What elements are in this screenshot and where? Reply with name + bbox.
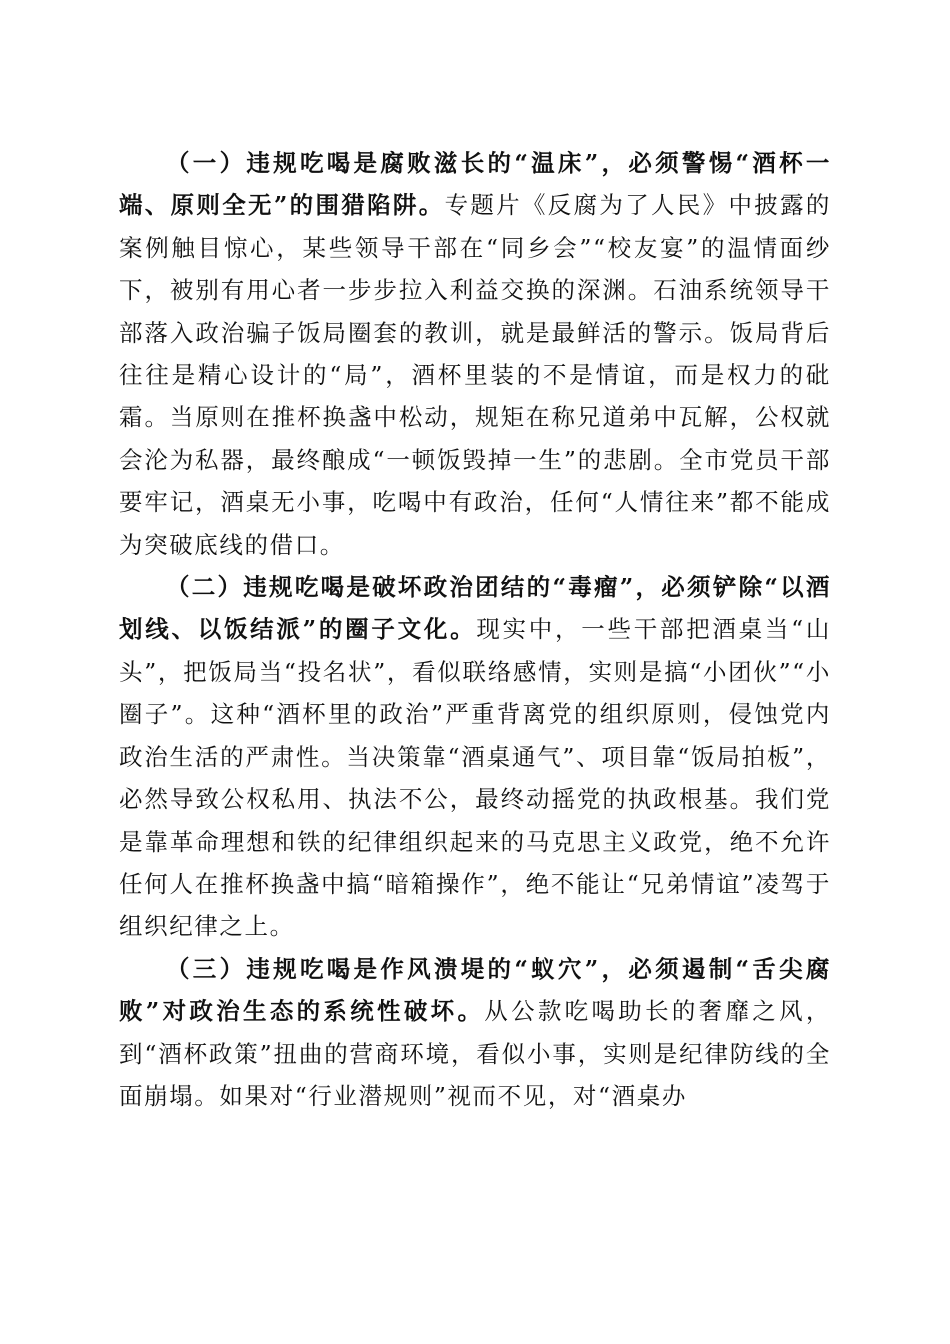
- paragraph-2: [119, 566, 831, 948]
- paragraph-3-heading: （三）违规吃喝是作风溃堤的“蚁穴”，必须遏制“舌尖腐败”对政治生态的系统性破坏。: [119, 954, 831, 1026]
- paragraph-2-heading: （二）违规吃喝是破坏政治团结的“毒瘤”，必须铲除“以酒划线、以饭结派”的圈子文化。: [119, 573, 831, 644]
- paragraph-3: [119, 948, 831, 1118]
- paragraph-1: [119, 142, 831, 566]
- paragraph-2-text: 现实中，一些干部把酒桌当“山头”，把饭局当“投名状”，看似联络感情，实则是搞“小团伙”“小圈子”。这种“酒杯里的政治”严重背离党的组织原则，侵蚀党内政治生活的严肃性。当决策靠“酒桌通气”、项目靠“饭局拍板”，必然导致公权私用、执法不公，最终动摇党的执政根基。我们党是靠革命理想和铁的纪律组织起来的马克思主义政党，绝不允许任何人在推杯换盏中搞“暗箱操作”，绝不能让“兄弟情谊”凌驾于组织纪律之上。: [119, 615, 831, 941]
- document-body: [119, 142, 831, 1117]
- paragraph-3-text: 从公款吃喝助长的奢靡之风，到“酒杯政策”扭曲的营商环境，看似小事，实则是纪律防线的全面崩塌。如果对“行业潜规则”视而不见，对“酒桌办: [119, 997, 831, 1110]
- paragraph-1-text: 专题片《反腐为了人民》中披露的案例触目惊心，某些领导干部在“同乡会”“校友宴”的温情面纱下，被别有用心者一步步拉入利益交换的深渊。石油系统领导干部落入政治骗子饭局圈套的教训，就是最鲜活的警示。饭局背后往往是精心设计的“局”，酒杯里装的不是情谊，而是权力的砒霜。当原则在推杯换盏中松动，规矩在称兄道弟中瓦解，公权就会沦为私器，最终酿成“一顿饭毁掉一生”的悲剧。全市党员干部要牢记，酒桌无小事，吃喝中有政治，任何“人情往来”都不能成为突破底线的借口。: [119, 191, 832, 559]
- paragraph-1-heading: （一）违规吃喝是腐败滋长的“温床”，必须警惕“酒杯一端、原则全无”的围猎陷阱。: [119, 149, 831, 220]
